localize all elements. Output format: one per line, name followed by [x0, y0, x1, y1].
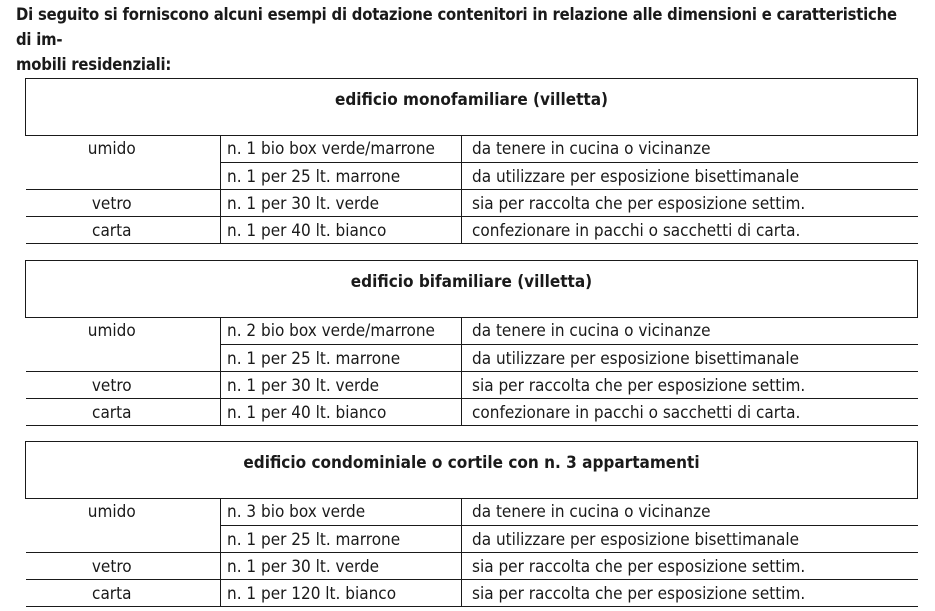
category-cell: carta	[26, 580, 221, 607]
container-cell: n. 1 per 30 lt. verde	[221, 553, 462, 580]
table-title: edificio monofamiliare (villetta)	[26, 79, 918, 136]
note-cell: sia per raccolta che per esposizione settim.	[462, 553, 918, 580]
container-cell: n. 2 bio box verde/marrone	[221, 318, 462, 345]
container-cell: n. 1 bio box verde/marrone	[221, 136, 462, 163]
note-cell: confezionare in pacchi o sacchetti di carta.	[462, 399, 918, 426]
intro-line-2: mobili residenziali:	[16, 55, 172, 74]
container-cell: n. 1 per 25 lt. marrone	[221, 345, 462, 372]
category-cell: vetro	[26, 553, 221, 580]
container-cell: n. 1 per 40 lt. bianco	[221, 399, 462, 426]
category-cell	[26, 163, 221, 190]
container-cell: n. 1 per 25 lt. marrone	[221, 526, 462, 553]
table-title: edificio bifamiliare (villetta)	[26, 261, 918, 318]
note-cell: da tenere in cucina o vicinanze	[462, 318, 918, 345]
table-row	[26, 318, 918, 345]
table-row	[26, 345, 918, 372]
note-cell: sia per raccolta che per esposizione settim.	[462, 580, 918, 607]
note-cell: sia per raccolta che per esposizione settim.	[462, 372, 918, 399]
container-cell: n. 1 per 40 lt. bianco	[221, 217, 462, 244]
container-cell: n. 3 bio box verde	[221, 499, 462, 526]
table-title: edificio condominiale o cortile con n. 3 appartamenti	[26, 442, 918, 499]
category-cell	[26, 526, 221, 553]
container-table-condominiale	[25, 441, 918, 607]
category-cell	[26, 345, 221, 372]
note-cell: da utilizzare per esposizione bisettimanale	[462, 526, 918, 553]
container-cell: n. 1 per 120 lt. bianco	[221, 580, 462, 607]
note-cell: da utilizzare per esposizione bisettimanale	[462, 345, 918, 372]
note-cell: da utilizzare per esposizione bisettimanale	[462, 163, 918, 190]
table-row	[26, 217, 918, 244]
note-cell: sia per raccolta che per esposizione settim.	[462, 190, 918, 217]
container-cell: n. 1 per 30 lt. verde	[221, 372, 462, 399]
container-cell: n. 1 per 30 lt. verde	[221, 190, 462, 217]
category-cell: umido	[26, 136, 221, 163]
table-row	[26, 553, 918, 580]
note-cell: da tenere in cucina o vicinanze	[462, 499, 918, 526]
table-row	[26, 526, 918, 553]
table-row	[26, 190, 918, 217]
category-cell: vetro	[26, 190, 221, 217]
table-row	[26, 372, 918, 399]
table-row	[26, 399, 918, 426]
container-table-bifamiliare	[25, 260, 918, 426]
table-row	[26, 580, 918, 607]
table-row	[26, 499, 918, 526]
category-cell: umido	[26, 499, 221, 526]
note-cell: confezionare in pacchi o sacchetti di carta.	[462, 217, 918, 244]
category-cell: carta	[26, 399, 221, 426]
table-row	[26, 136, 918, 163]
category-cell: carta	[26, 217, 221, 244]
category-cell: umido	[26, 318, 221, 345]
table-row	[26, 163, 918, 190]
category-cell: vetro	[26, 372, 221, 399]
intro-paragraph	[16, 2, 916, 77]
container-table-monofamiliare	[25, 78, 918, 244]
note-cell: da tenere in cucina o vicinanze	[462, 136, 918, 163]
intro-line-1: Di seguito si forniscono alcuni esempi di dotazione contenitori in relazione alle dimensioni e caratteristiche di im-	[16, 5, 897, 49]
container-cell: n. 1 per 25 lt. marrone	[221, 163, 462, 190]
